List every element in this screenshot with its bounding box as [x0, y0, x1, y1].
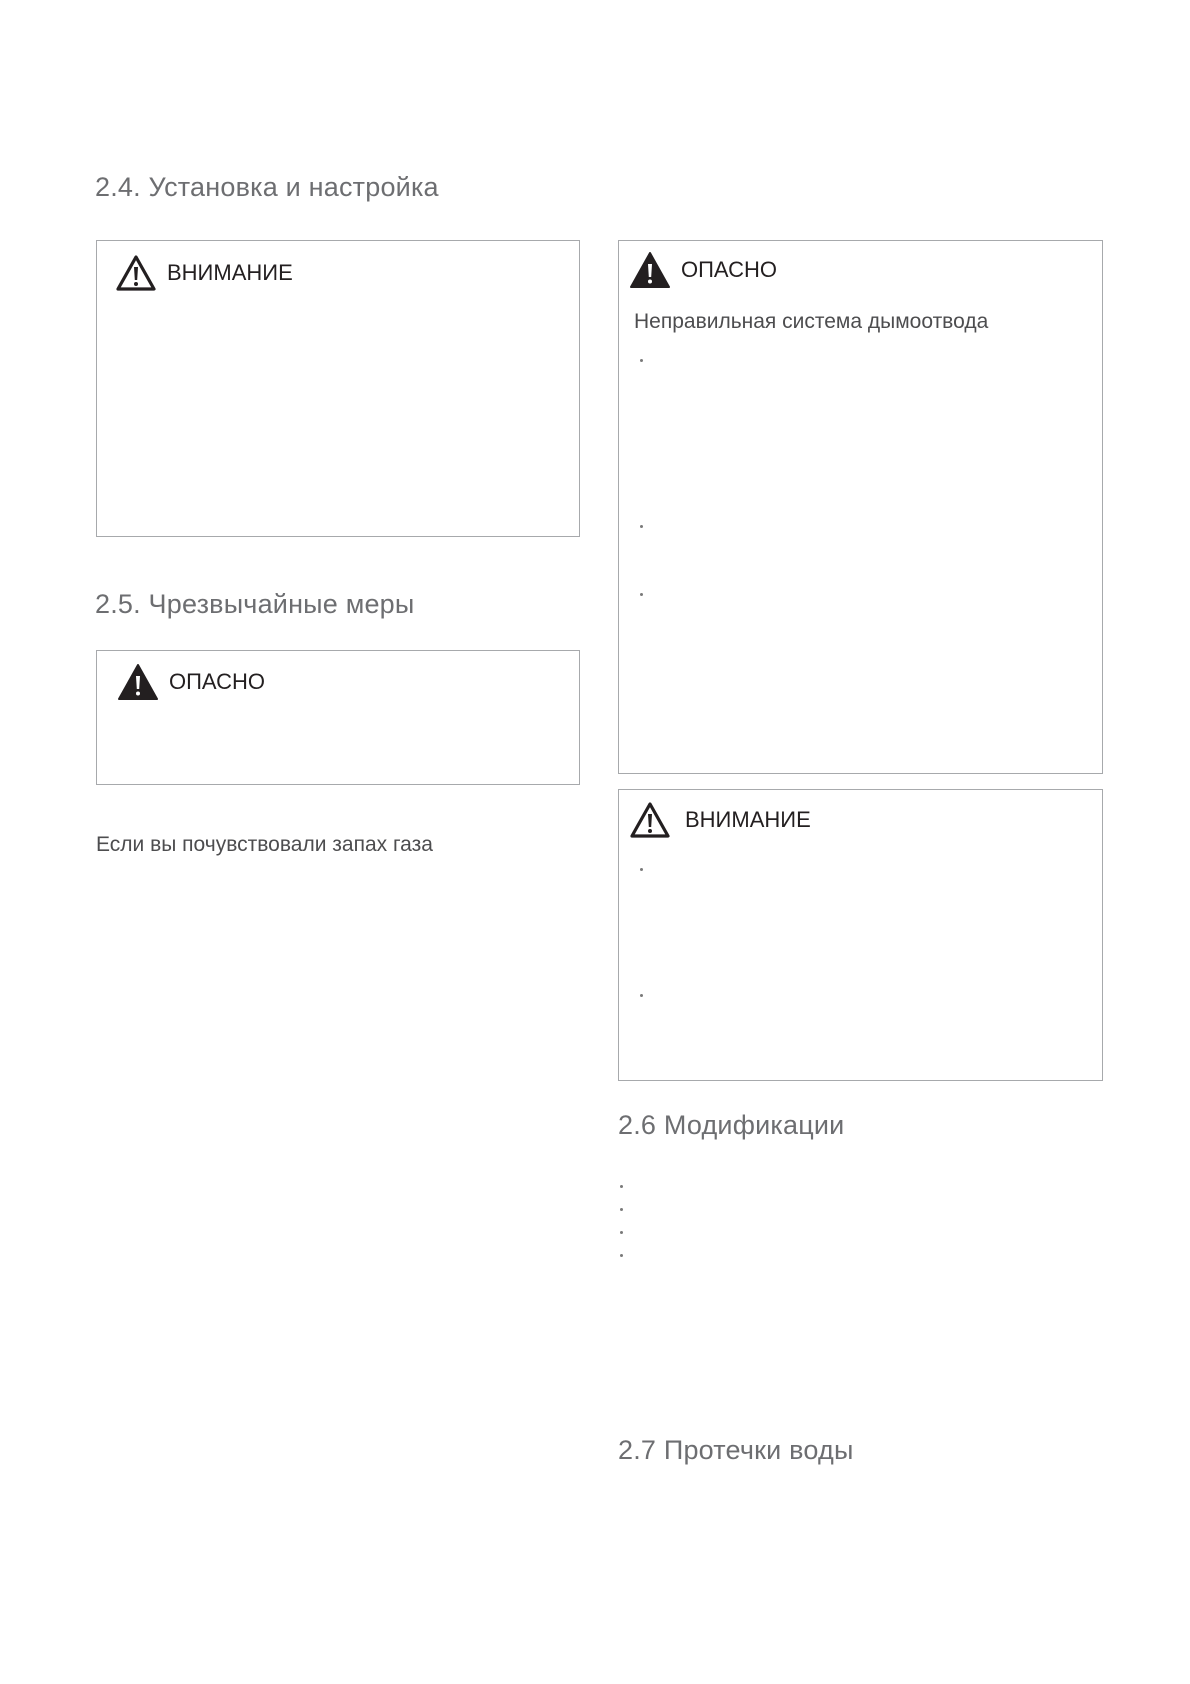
bullet-marker: [640, 994, 643, 997]
danger-header: [629, 251, 777, 289]
warning-filled-icon: [629, 251, 671, 289]
warning-outline-icon: [629, 801, 671, 839]
gas-smell-heading: Если вы почувствовали запах газа: [96, 833, 433, 856]
flue-subtitle: Неправильная система дымоотвода: [634, 310, 989, 333]
section-title-modifications: 2.6 Модификации: [618, 1110, 845, 1140]
warning-box-right: [618, 789, 1103, 1081]
section-title-installation: 2.4. Установка и настройка: [95, 172, 439, 202]
danger-header: [117, 663, 265, 701]
bullet-marker: [620, 1254, 623, 1257]
warning-label: ВНИМАНИЕ: [167, 260, 293, 285]
bullet-marker: [620, 1231, 623, 1234]
bullet-marker: [620, 1185, 623, 1188]
section-title-emergency: 2.5. Чрезвычайные меры: [95, 589, 415, 619]
warning-box-installation: [96, 240, 580, 537]
bullet-marker: [640, 525, 643, 528]
danger-box-flue: [618, 240, 1103, 774]
danger-label: ОПАСНО: [169, 669, 266, 694]
bullet-marker: [620, 1208, 623, 1211]
warning-header: [115, 254, 293, 292]
section-title-water-leaks: 2.7 Протечки воды: [618, 1435, 854, 1465]
danger-label: ОПАСНО: [681, 257, 778, 282]
bullet-marker: [640, 868, 643, 871]
warning-outline-icon: [115, 254, 157, 292]
bullet-marker: [640, 359, 643, 362]
warning-label: ВНИМАНИЕ: [685, 807, 811, 832]
bullet-marker: [640, 593, 643, 596]
warning-header: [629, 801, 811, 839]
danger-box-emergency: [96, 650, 580, 785]
warning-filled-icon: [117, 663, 159, 701]
